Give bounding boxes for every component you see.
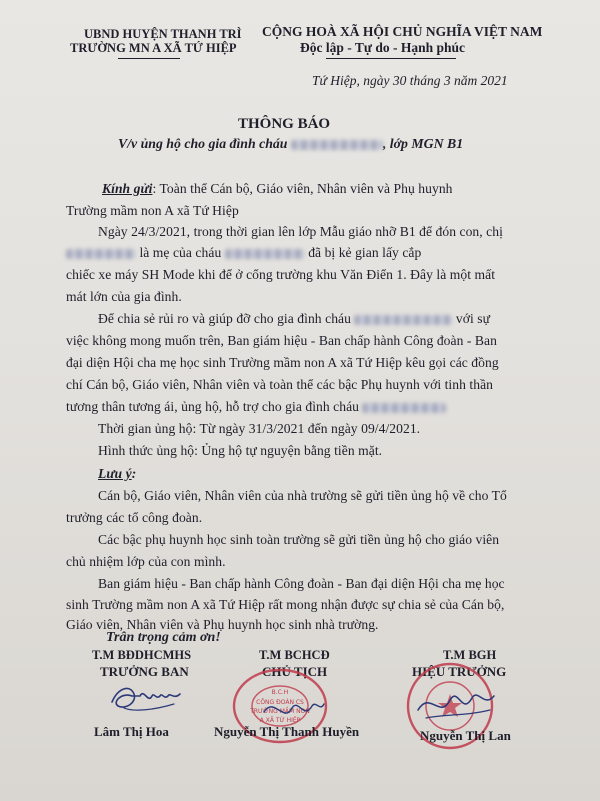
para1-line2-mid: là mẹ của cháu xyxy=(139,245,222,260)
redacted-name xyxy=(66,249,136,259)
greeting-line2: Trường mầm non A xã Tứ Hiệp xyxy=(66,203,239,218)
note1-line2: trưởng các tổ công đoàn. xyxy=(66,510,203,525)
document-subject xyxy=(118,136,463,152)
svg-text:A XÃ TỨ HIỆP: A XÃ TỨ HIỆP xyxy=(259,717,301,724)
signature-left-name: Lâm Thị Hoa xyxy=(94,724,169,739)
signature-left-handwritten xyxy=(104,674,194,718)
para1-line3: chiếc xe máy SH Mode khi để ở cổng trường khu Văn Điển 1. Đây là một mất xyxy=(66,267,496,282)
document-title: THÔNG BÁO xyxy=(238,116,331,132)
note2-line2: chủ nhiệm lớp của con mình. xyxy=(66,554,226,569)
redacted-name xyxy=(354,315,452,325)
para2-line1-end: với sự xyxy=(455,311,490,326)
signature-right-handwritten xyxy=(410,680,500,730)
redacted-name xyxy=(362,403,446,413)
redacted-name xyxy=(291,140,383,150)
svg-text:B.C.H: B.C.H xyxy=(271,689,289,696)
header-left-line2: TRƯỜNG MN A XÃ TỨ HIỆP xyxy=(70,41,237,55)
greeting-text: : Toàn thể Cán bộ, Giáo viên, Nhân viên và Phụ huynh xyxy=(152,181,453,196)
header-left-divider xyxy=(118,58,180,59)
signature-mid-role: CHỦ TỊCH xyxy=(262,664,328,679)
signature-right-name: Nguyễn Thị Lan xyxy=(420,728,511,743)
para1-line1: Ngày 24/3/2021, trong thời gian lên lớp Mẫu giáo nhỡ B1 để đón con, chị xyxy=(98,224,503,239)
signature-right-org: T.M BGH xyxy=(443,648,497,662)
note2-line1: Các bậc phụ huynh học sinh toàn trường sẽ gửi tiền ủng hộ cho giáo viên xyxy=(98,532,500,547)
header-right-line1: CỘNG HOÀ XÃ HỘI CHỦ NGHĨA VIỆT NAM xyxy=(262,24,543,39)
notes-heading xyxy=(98,466,136,482)
document-date: Tứ Hiệp, ngày 30 tháng 3 năm 2021 xyxy=(312,73,508,88)
closing-thanks: Trân trọng cảm ơn! xyxy=(106,630,221,645)
para2-line3: đại diện Hội cha mẹ học sinh Trường mầm non A xã Tứ Hiệp kêu gọi các đồng xyxy=(66,355,499,370)
header-right-line2: Độc lập - Tự do - Hạnh phúc xyxy=(300,40,466,55)
signature-right-role: HIỆU TRƯỞNG xyxy=(412,664,507,679)
para1-line4: mát lớn của gia đình. xyxy=(66,289,182,304)
para2-line4: chí Cán bộ, Giáo viên, Nhân viên và toàn thể các bậc Phụ huynh với tinh thần xyxy=(66,377,494,392)
signature-mid-org: T.M BCHCĐ xyxy=(259,648,330,662)
header-right-divider xyxy=(326,58,456,59)
para2-line1-start: Để chia sẻ rủi ro và giúp đỡ cho gia đình cháu xyxy=(98,311,351,326)
note3-line1: Ban giám hiệu - Ban chấp hành Công đoàn - Ban đại diện Hội cha mẹ học xyxy=(98,576,505,591)
note3-line2: sinh Trường mầm non A xã Tứ Hiệp rất mong nhận được sự chia sẻ của Cán bộ, xyxy=(66,597,505,612)
svg-text:CÔNG ĐOÀN CS: CÔNG ĐOÀN CS xyxy=(256,699,304,706)
para1-line2 xyxy=(66,245,421,261)
subject-prefix: V/v ủng hộ cho gia đình cháu xyxy=(118,136,288,151)
greeting-line1 xyxy=(102,181,453,197)
notes-colon: : xyxy=(131,466,137,481)
redacted-name xyxy=(225,249,305,259)
svg-text:TRƯỜNG MẦM NON: TRƯỜNG MẦM NON xyxy=(250,708,310,715)
notes-label: Lưu ý xyxy=(98,466,132,481)
para1-line2-end: đã bị kẻ gian lấy cắp xyxy=(308,245,422,260)
subject-suffix: , lớp MGN B1 xyxy=(382,136,464,151)
note3-line3: Giáo viên, Nhân viên và Phụ huynh học sinh nhà trường. xyxy=(66,617,379,632)
donation-form: Hình thức ủng hộ: Ủng hộ tự nguyện bằng tiền mặt. xyxy=(98,443,383,458)
note1-line1: Cán bộ, Giáo viên, Nhân viên của nhà trường sẽ gửi tiền ủng hộ về cho Tổ xyxy=(98,488,507,503)
greeting-label: Kính gửi xyxy=(102,181,153,196)
para2-line1 xyxy=(98,311,490,327)
header-left-line1: UBND HUYỆN THANH TRÌ xyxy=(84,27,242,41)
signature-mid-name: Nguyễn Thị Thanh Huyền xyxy=(214,724,360,739)
para2-line5-text: tương thân tương ái, ủng hộ, hỗ trợ cho gia đình cháu xyxy=(66,399,360,414)
donation-time: Thời gian ủng hộ: Từ ngày 31/3/2021 đến ngày 09/4/2021. xyxy=(98,421,421,436)
para2-line5 xyxy=(66,399,446,415)
signature-left-role: TRƯỞNG BAN xyxy=(100,664,189,679)
para2-line2: việc không mong muốn trên, Ban giám hiệu - Ban chấp hành Công đoàn - Ban xyxy=(66,333,497,348)
signature-left-org: T.M BĐDHCMHS xyxy=(92,648,192,662)
